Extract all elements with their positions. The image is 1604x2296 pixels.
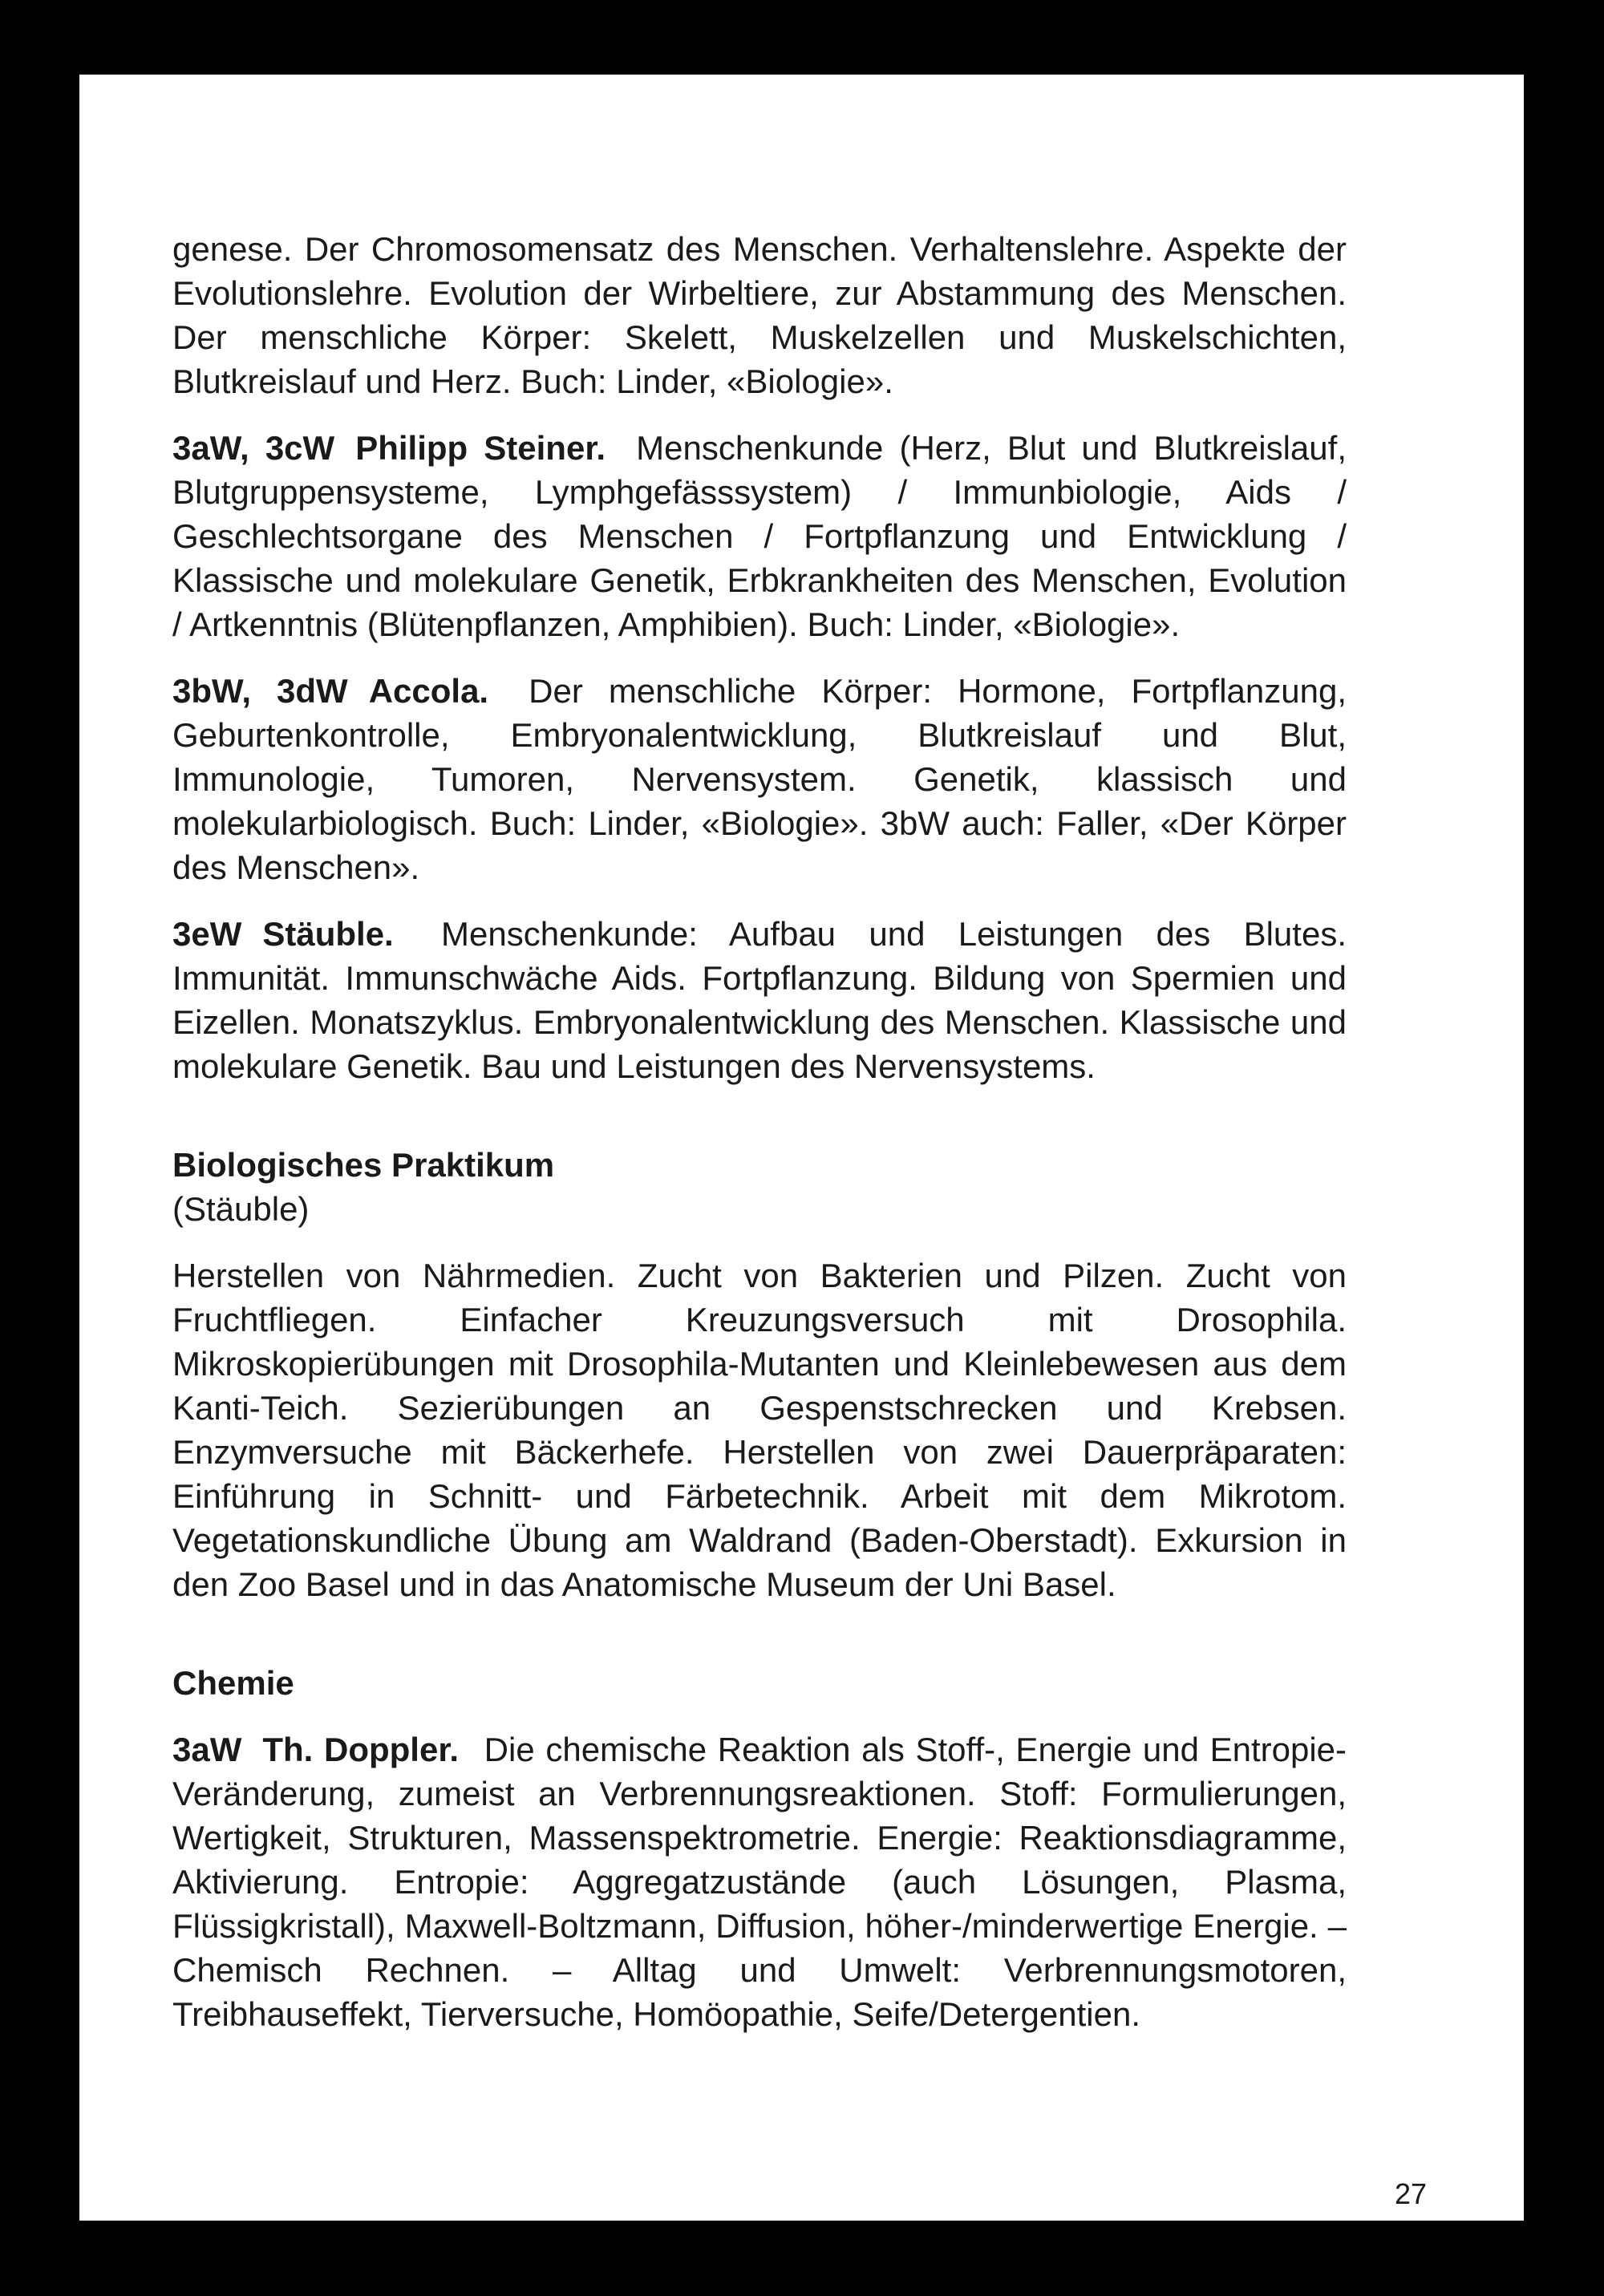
class-label: 3aW, 3cW xyxy=(172,429,335,467)
course-steiner xyxy=(172,426,1347,646)
class-label: 3eW xyxy=(172,915,242,953)
page-number: 27 xyxy=(1394,2177,1427,2210)
praktikum-description: Herstellen von Nährmedien. Zucht von Bakterien und Pilzen. Zucht von Fruchtfliegen. Einfacher Kreuzungsversuch mit Drosophila. Mikroskopierübungen mit Drosophila-Mutanten und Kleinlebewesen aus dem Kanti-Teich. Sezierübungen an Gespenstschrecken und Krebsen. Enzymversuche mit Bäckerhefe. Herstellen von zwei Dauerpräparaten: Einführung in Schnitt- und Färbetechnik. Arbeit mit dem Mikrotom. Vegetationskundliche Übung am Waldrand (Baden-Oberstadt). Exkursion in den Zoo Basel und in das Anatomische Museum der Uni Basel. xyxy=(172,1257,1347,1603)
teacher-name: Philipp Steiner. xyxy=(355,429,606,467)
course-description: Der menschliche Körper: Hormone, Fortpflanzung, Geburtenkontrolle, Embryonalentwicklung, Blutkreislauf und Blut, Immunologie, Tumoren, Nervensystem. Genetik, klassisch und molekularbiologisch. Buch: Linder, «Biologie». 3bW auch: Faller, «Der Körper des Menschen». xyxy=(172,672,1347,886)
course-description: Menschenkunde (Herz, Blut und Blutkreislauf, Blutgruppensysteme, Lymphgefässsystem) / Immunbiologie, Aids / Geschlechtsorgane des Menschen / Fortpflanzung und Entwicklung / Klassische und molekulare Genetik, Erbkrankheiten des Menschen, Evolution / Artkenntnis (Blütenpflanzen, Amphibien). Buch: Linder, «Biologie». xyxy=(172,429,1347,643)
class-label: 3aW xyxy=(172,1731,242,1768)
section-heading-chemie: Chemie xyxy=(172,1664,294,1702)
page-content xyxy=(172,227,1347,2036)
course-staeuble xyxy=(172,912,1347,1088)
course-doppler xyxy=(172,1727,1347,2036)
course-description: Die chemische Reaktion als Stoff-, Energie und Entropie-Veränderung, zumeist an Verbrennungsreaktionen. Stoff: Formulierungen, Wertigkeit, Strukturen, Massenspektrometrie. Energie: Reaktionsdiagramme, Aktivierung. Entropie: Aggregatzustände (auch Lösungen, Plasma, Flüssigkristall), Maxwell-Boltzmann, Diffusion, höher-/minderwertige Energie. – Chemisch Rechnen. – Alltag und Umwelt: Verbrennungsmotoren, Treibhauseffekt, Tierversuche, Homöopathie, Seife/Detergentien. xyxy=(172,1731,1347,2033)
course-accola xyxy=(172,669,1347,889)
class-label: 3bW, 3dW xyxy=(172,672,348,710)
teacher-name: Accola. xyxy=(368,672,489,710)
praktikum-teacher: (Stäuble) xyxy=(172,1190,310,1228)
teacher-name: Stäuble. xyxy=(262,915,394,953)
intro-paragraph: genese. Der Chromosomensatz des Menschen. Verhaltenslehre. Aspekte der Evolutionslehre. Evolution der Wirbeltiere, zur Abstammung des Menschen. Der menschliche Körper: Skelett, Muskelzellen und Muskelschichten, Blutkreislauf und Herz. Buch: Linder, «Biologie». xyxy=(172,230,1347,400)
course-description: Menschenkunde: Aufbau und Leistungen des Blutes. Immunität. Immunschwäche Aids. Fortpflanzung. Bildung von Spermien und Eizellen. Monatszyklus. Embryonalentwicklung des Menschen. Klassische und molekulare Genetik. Bau und Leistungen des Nervensystems. xyxy=(172,915,1347,1085)
page xyxy=(79,75,1524,2221)
teacher-name: Th. Doppler. xyxy=(262,1731,460,1768)
section-heading-praktikum: Biologisches Praktikum xyxy=(172,1146,555,1184)
